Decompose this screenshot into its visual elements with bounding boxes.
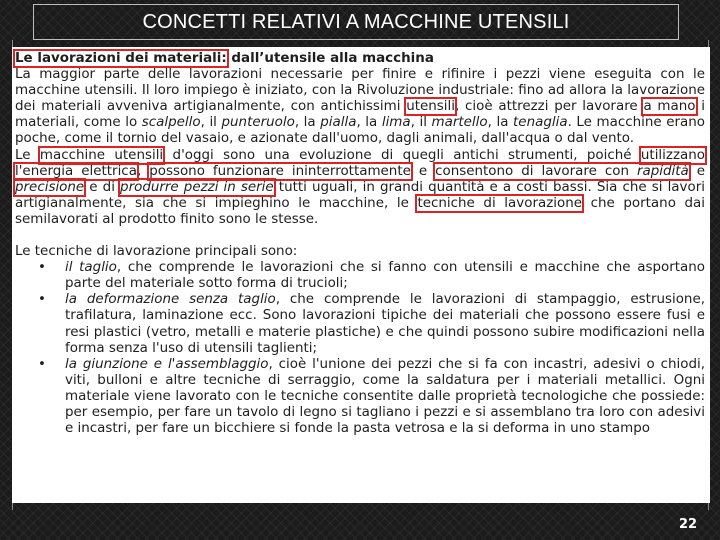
paragraph-1 xyxy=(15,67,705,147)
document-page xyxy=(12,47,710,503)
highlight-a-mano: a mano xyxy=(643,99,696,115)
list-item-term: la giunzione e l'assemblaggio xyxy=(65,356,269,372)
text: e xyxy=(688,163,705,179)
highlight-utensili: utensili xyxy=(406,99,455,115)
term-rapidita: rapidità xyxy=(636,163,689,179)
spacer xyxy=(15,228,705,244)
list-intro: Le tecniche di lavorazione principali sono: xyxy=(15,244,298,260)
page-number: 22 xyxy=(679,517,698,532)
text: , cioè attrezzi per lavorare xyxy=(454,99,644,115)
heading-rest: dall’utensile alla macchina xyxy=(226,51,434,66)
text: , il xyxy=(410,115,432,131)
text: , xyxy=(136,163,150,179)
term-pialla: pialla xyxy=(320,115,357,131)
highlight-utilizzano: utilizzano xyxy=(640,147,705,163)
highlight-macchine-utensili: macchine utensili xyxy=(39,147,164,163)
section-heading xyxy=(15,51,705,67)
highlight-heading: Le lavorazioni dei materiali: xyxy=(15,51,227,66)
list-item xyxy=(65,357,705,437)
list-item xyxy=(65,292,705,356)
text: d'oggi sono una evoluzione di quegli antichi strumenti, poiché xyxy=(163,147,641,163)
list-item-term: la deformazione senza taglio xyxy=(65,292,276,308)
term-tenaglia: tenaglia xyxy=(513,115,568,131)
list-item-text: , che comprende le lavorazioni di stampaggio, estrusione, trafilatura, laminazione ecc. Sono lavorazioni tipiche dei materiali che possono essere fusi e resi plastici (vetro, metalli e materie plastiche) e che quindi possono subire modificazioni nella forma senza l'uso di utensili taglienti; xyxy=(65,292,705,356)
list-item-term: il taglio xyxy=(65,260,117,276)
text: tutti uguali, in grandi quantità e a costi bassi. Sia che si lavori artigianalmente, sia che si impieghino le macchine, le xyxy=(15,179,705,211)
text: , la xyxy=(294,115,321,131)
text: , il xyxy=(200,115,222,131)
term-lima: lima xyxy=(381,115,411,131)
text: i materiali, come lo xyxy=(15,99,705,131)
highlight-precisione: precisione xyxy=(15,179,85,195)
slide-title: CONCETTI RELATIVI A MACCHINE UTENSILI xyxy=(33,4,679,40)
highlight-consentono xyxy=(435,164,689,179)
text: e di xyxy=(84,179,121,195)
list-item-text: , che comprende le lavorazioni che si fanno con utensili e macchine che asportano parte del materiale sotto forma di trucioli; xyxy=(65,260,705,292)
techniques-list xyxy=(15,260,705,437)
text: . Le macchine erano poche, come il tornio del vasaio, e azionate dall'uomo, dagli animali, dall'acqua o dal vento. xyxy=(15,115,705,147)
highlight-tecniche: tecniche di lavorazione xyxy=(417,195,582,211)
text: , la xyxy=(356,115,382,131)
list-item xyxy=(65,260,705,292)
paragraph-2 xyxy=(15,148,705,228)
list-item-text: , cioè l'unione dei pezzi che si fa con incastri, adesivi o chiodi, viti, bulloni e altre tecniche di serraggio, come la saldatura per i materiali metallici. Ogni materiale viene lavorato con le tecniche consentite dalle proprietà tecnologiche che possiede: per esempio, per fare un tavolo di legno si tagliano i pezzi e si assemblano tra loro con adesivi e incastri, per fare un bicchiere si fonde la pasta vetrosa e la si deforma in uno stampo xyxy=(65,356,706,437)
text: consentono di lavorare con xyxy=(435,163,637,179)
highlight-possono-funzionare: possono funzionare ininterrottamente xyxy=(149,163,411,179)
highlight-energia-elettrica: l'energia elettrica xyxy=(15,163,137,179)
text: che portano dai semilavorati al prodotto finito sono le stesse. xyxy=(15,195,706,227)
text: La maggior parte delle lavorazioni necessarie per finire e rifinire i pezzi viene eseguita con le macchine utensili. Il loro impiego è iniziato, con la Rivoluzione industriale: fino ad allora la lavorazione dei materiali avveniva artigianalmente, con antichissimi xyxy=(15,67,705,115)
text: e xyxy=(410,163,436,179)
text: , la xyxy=(487,115,514,131)
term-scalpello: scalpello xyxy=(141,115,201,131)
text: Le xyxy=(15,147,40,163)
term-martello: martello xyxy=(431,115,488,131)
term-punteruolo: punteruolo xyxy=(221,115,295,131)
highlight-produrre-pezzi: produrre pezzi in serie xyxy=(120,179,274,195)
